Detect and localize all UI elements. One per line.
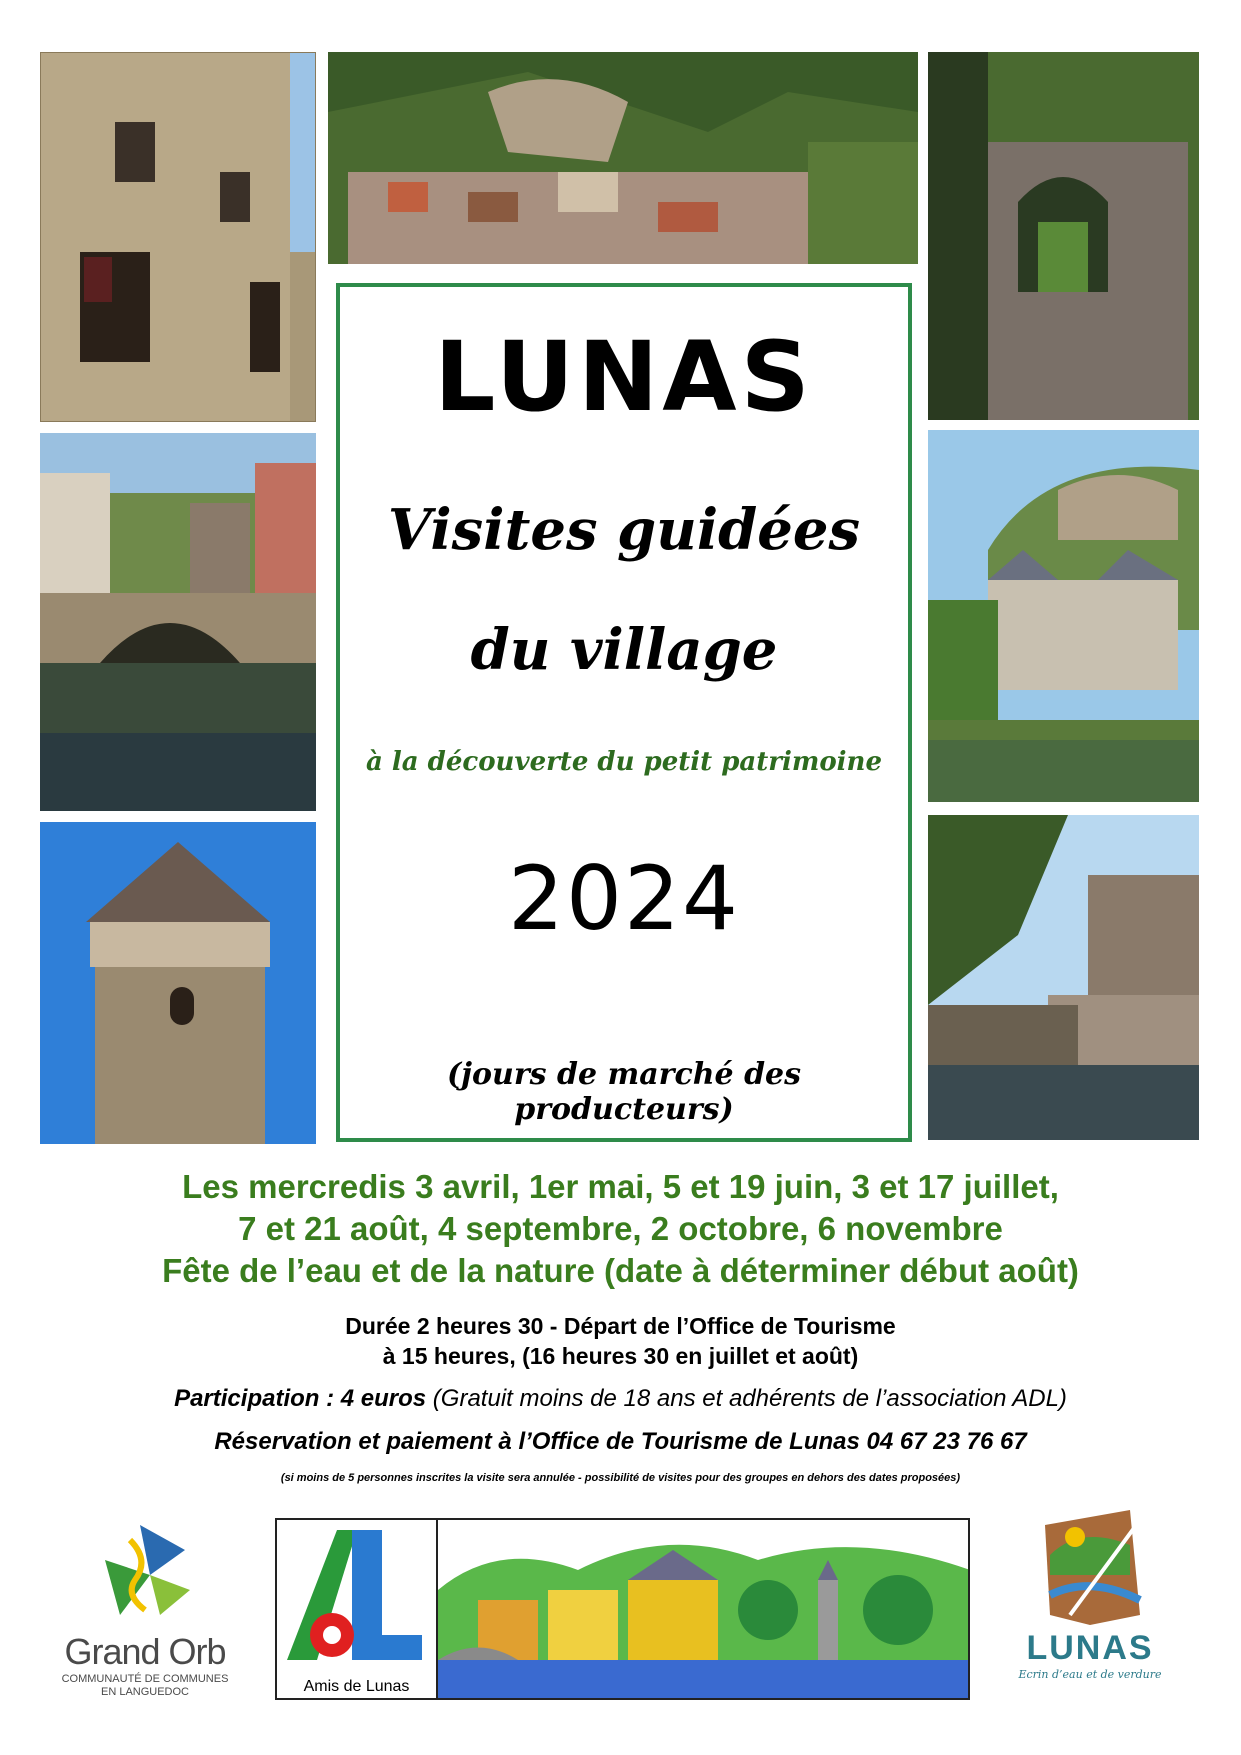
photo-arch-ruin [928,52,1199,420]
footnote-text: (si moins de 5 personnes inscrites la visite sera annulée - possibilité de visites pour des groupes en dehors des dates proposées) [280,1472,961,1484]
duration-text: Durée 2 heures 30 - Départ de l’Office de Tourisme [345,1313,896,1339]
grand-orb-logo [55,1520,235,1700]
lunas-logo [1010,1505,1170,1705]
dates-line-3: Fête de l’eau et de la nature (date à déterminer début août) [162,1252,1079,1289]
title-panel [336,283,912,1142]
photo-chateau-pond [928,430,1199,802]
lunas-logo-tagline: Ecrin d’eau et de verdure [1018,1668,1162,1681]
participation-detail: (Gratuit moins de 18 ans et adhérents de l’association ADL) [426,1385,1067,1412]
amis-de-lunas-logo [275,1518,438,1700]
lunas-logo-name: LUNAS [1026,1629,1154,1667]
grand-orb-subtitle-2: EN LANGUEDOC [100,1686,190,1698]
grand-orb-subtitle-1: COMMUNAUTÉ DE COMMUNES [61,1673,229,1685]
poster-subtitle-line1: Visites guidées [387,497,861,563]
lunas-emblem-icon [1030,1505,1150,1630]
photo-renaissance-house [40,52,316,422]
participation-text [0,1385,1241,1413]
dates-line-1: Les mercredis 3 avril, 1er mai, 5 et 19 juin, 3 et 17 juillet, [182,1168,1059,1205]
poster-subtitle-line2: du village [470,617,778,683]
grand-orb-emblem-icon [90,1520,200,1620]
adl-letters-icon [277,1520,436,1670]
adl-caption: Amis de Lunas [303,1678,410,1695]
poster-tagline: à la découverte du petit patrimoine [365,747,882,777]
grand-orb-name: Grand Orb [64,1631,226,1672]
reservation-text: Réservation et paiement à l’Office de Tourisme de Lunas 04 67 23 76 67 [214,1428,1027,1455]
participation-label: Participation : 4 euros [174,1385,427,1412]
photo-village-cliff [328,52,918,264]
photo-stone-tower [40,822,316,1144]
time-text: à 15 heures, (16 heures 30 en juillet et août) [382,1343,859,1369]
photo-bridge-river [40,433,316,811]
dates-line-2: 7 et 21 août, 4 septembre, 2 octobre, 6 novembre [238,1210,1003,1247]
photo-river-walls [928,815,1199,1140]
poster-note: (jours de marché des producteurs) [446,1057,802,1127]
poster-title: LUNAS [434,321,814,433]
village-illustration [438,1518,970,1700]
poster-year: 2024 [508,847,740,950]
